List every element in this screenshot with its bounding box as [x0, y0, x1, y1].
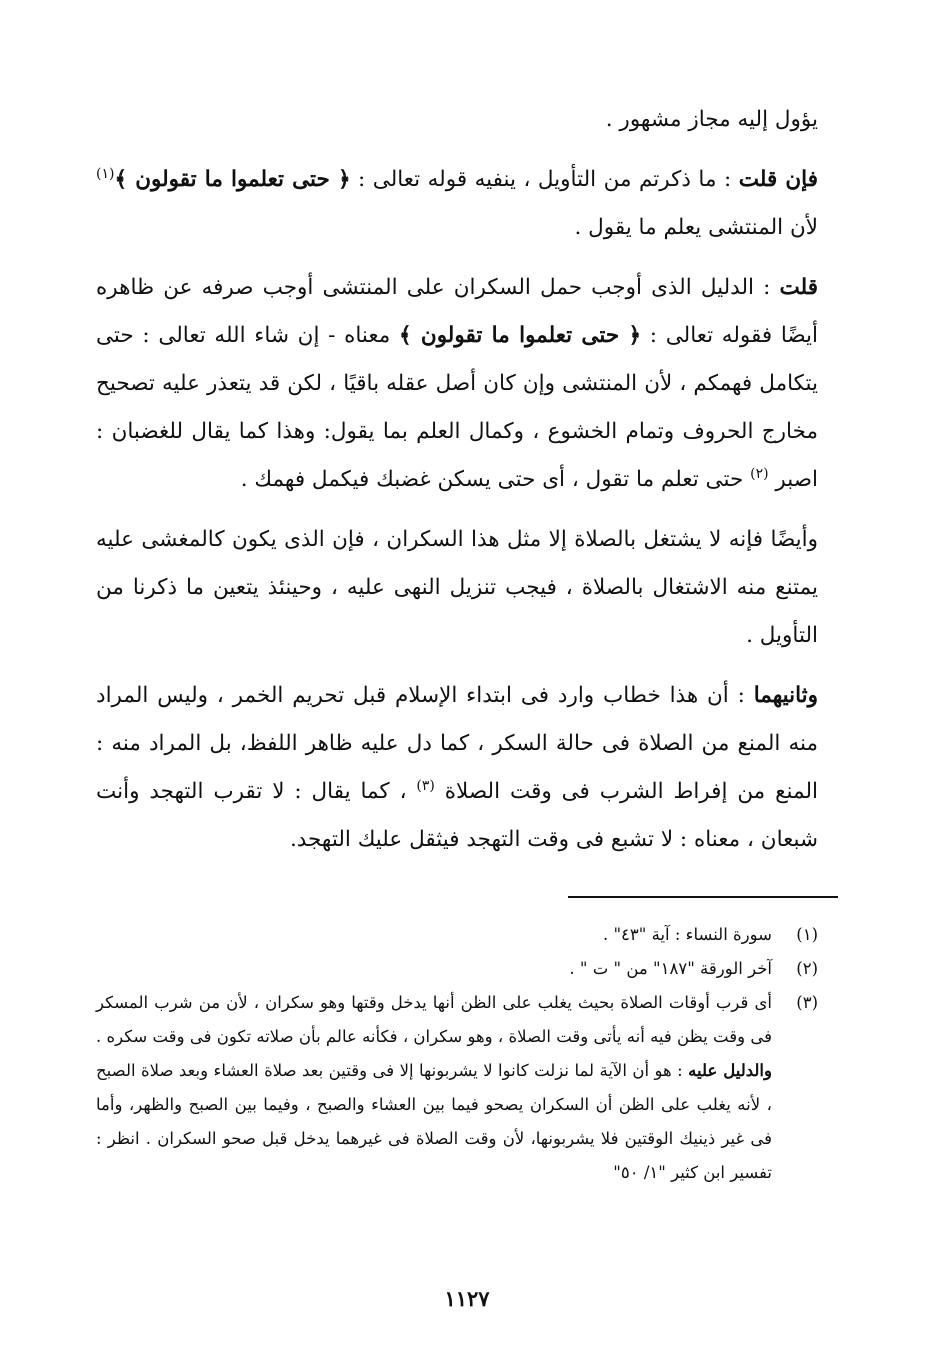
footnote-3-text: [96, 986, 772, 1190]
footnote-3: [96, 986, 818, 1190]
footnote-ref-2: (٢): [750, 465, 769, 482]
footnote-3-bold: والدليل عليه: [688, 1061, 772, 1080]
paragraph-2-label: فإن قلت: [738, 167, 818, 192]
footnote-separator: [568, 896, 838, 898]
paragraph-2-text-a: : ما ذكرتم من التأويل ، ينفيه قوله تعالى :: [350, 167, 739, 192]
footnote-3-number: (٣): [796, 993, 818, 1012]
paragraph-3-label: قلت: [779, 275, 818, 300]
page-number: ١١٢٧: [444, 1286, 490, 1311]
footnote-3-text-b: : هو أن الآية لما نزلت كانوا لا يشربونها إلا فى وقتين بعد صلاة العشاء وبعد صلاة الصبح ، لأنه يغلب على الظن أن السكران يصحو فيما بين العشاء والصبح ، وفيما بين الصبح والظهر، وأما فى غير ذينيك الوقتين فلا يشربونها، لأن وقت الصلاة فى غيرهما يدخل قبل صحو السكران . انظر : تفسير ابن كثير "١/ ٥٠": [96, 1061, 772, 1182]
paragraph-2: [96, 156, 818, 252]
footnote-3-text-a: أى قرب أوقات الصلاة بحيث يغلب على الظن أنها يدخل وقتها وهو سكران ، لأن من شرب المسكر فى وقت يظن فيه أنه يأتى وقت الصلاة ، وهو سكران ، فكأنه عالم بأن صلاته تكون فى وقت سكره .: [96, 993, 772, 1046]
paragraph-3-text-a: : الدليل الذى أوجب حمل السكران على المنتشى أوجب صرفه عن ظاهره أيضًا فقوله تعالى :: [96, 275, 818, 348]
paragraph-5-text-b: ، كما يقال : لا تقرب التهجد وأنت شبعان ، معناه : لا تشبع فى وقت التهجد فيثقل عليك التهجد.: [96, 779, 818, 852]
paragraph-2-quote: ﴿ حتى تعلموا ما تقولون ﴾: [114, 167, 351, 192]
footnote-2-number: (٢): [796, 959, 818, 978]
paragraph-3-text-c: حتى تعلم ما تقول ، أى حتى يسكن غضبك فيكمل فهمك .: [240, 467, 751, 492]
paragraph-5-label: وثانيهما: [753, 683, 818, 708]
footnote-2-text: آخر الورقة "١٨٧" من " ت " .: [569, 959, 772, 978]
paragraph-1: [96, 96, 818, 144]
paragraph-3: [96, 264, 818, 504]
paragraph-5-text-a: : أن هذا خطاب وارد فى ابتداء الإسلام قبل تحريم الخمر ، وليس المراد منه المنع من الصلاة فى حالة السكر ، كما دل عليه ظاهر اللفظ، بل المراد منه : المنع من إفراط الشرب فى وقت الصلاة: [96, 683, 818, 804]
paragraph-3-quote: ﴿ حتى تعلموا ما تقولون ﴾: [398, 323, 642, 348]
footnote-ref-1: (١): [96, 165, 115, 182]
footnotes: [96, 918, 818, 1190]
paragraph-3-text-b: معناه - إن شاء الله تعالى : حتى يتكامل فهمكم ، لأن المنتشى وإن كان أصل عقله باقيًا ، لكن قد يتعذر عليه تصحيح مخارج الحروف وتمام الخشوع ، وكمال العلم بما يقول: وهذا كما يقال للغضبان : اصبر: [96, 323, 818, 492]
paragraph-4-text: وأيضًا فإنه لا يشتغل بالصلاة إلا مثل هذا السكران ، فإن الذى يكون كالمغشى عليه يمتنع منه الاشتغال بالصلاة ، فيجب تنزيل النهى عليه ، وحينئذ يتعين ما ذكرنا من التأويل .: [96, 527, 818, 648]
footnote-1: [96, 918, 818, 952]
footnote-ref-3: (٣): [416, 777, 435, 794]
footnote-1-number: (١): [796, 925, 818, 944]
paragraph-4: [96, 516, 818, 660]
paragraph-1-text: يؤول إليه مجاز مشهور .: [605, 107, 818, 132]
footnote-2: [96, 952, 818, 986]
footnote-1-text: سورة النساء : آية "٤٣" .: [602, 925, 772, 944]
paragraph-2-text-b: لأن المنتشى يعلم ما يقول .: [574, 215, 818, 240]
main-text: [96, 96, 818, 864]
paragraph-5: [96, 672, 818, 864]
